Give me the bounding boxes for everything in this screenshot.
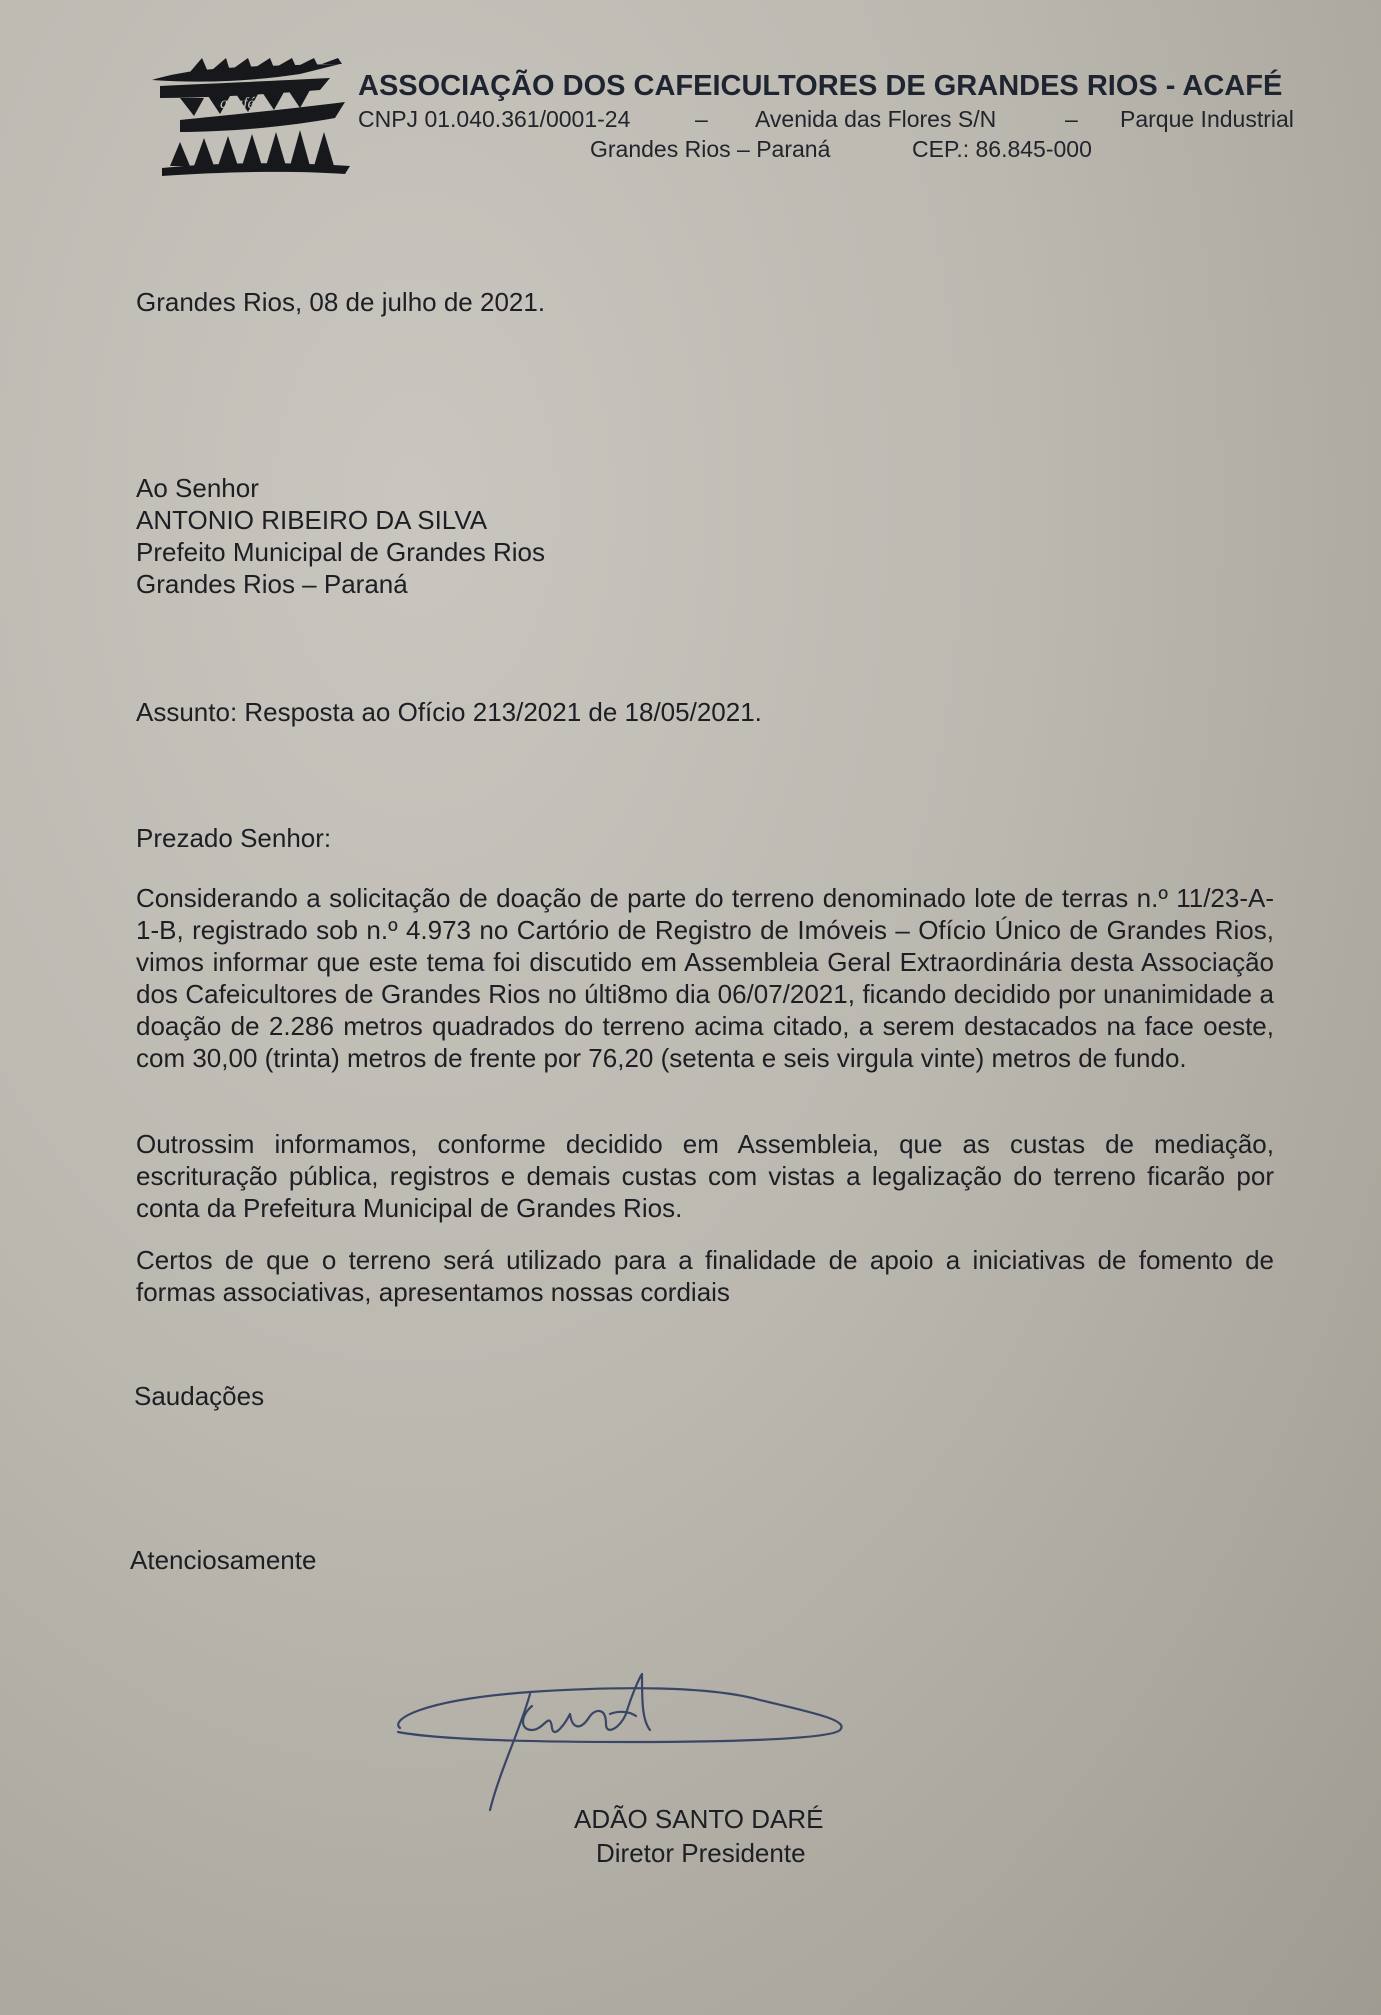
separator-dash-1: – bbox=[695, 106, 708, 132]
body-paragraph-1: Considerando a solicitação de doação de parte do terreno denominado lote de terras n.º 11/23-A-1-B, registrado sob n.º 4.973 no Cartório de Registro de Imóveis – Ofício Único de Grandes Rios, vimos informar que este tema foi discutido em Assembleia Geral Extraordinária desta Associação dos Cafeicultores de Grandes Rios no últi8mo dia 06/07/2021, ficando decidido por unanimidade a doação de 2.286 metros quadrados do terreno acima citado, a serem destacados na face oeste, com 30,00 (trinta) metros de frente por 76,20 (setenta e seis virgula vinte) metros de fundo. bbox=[136, 883, 1274, 1073]
logo-text: acafé bbox=[220, 95, 255, 112]
letterhead bbox=[150, 58, 1310, 188]
district-text: Parque Industrial bbox=[1120, 106, 1294, 132]
greeting: Prezado Senhor: bbox=[136, 823, 332, 853]
recipient-name: ANTONIO RIBEIRO DA SILVA bbox=[136, 505, 488, 535]
cnpj-text: CNPJ 01.040.361/0001-24 bbox=[358, 106, 631, 132]
recipient-salutation: Ao Senhor bbox=[136, 473, 259, 503]
closing-regards: Atenciosamente bbox=[130, 1545, 317, 1575]
organization-name: ASSOCIAÇÃO DOS CAFEICULTORES DE GRANDES RIOS - ACAFÉ bbox=[358, 70, 1283, 102]
date-line: Grandes Rios, 08 de julho de 2021. bbox=[136, 287, 546, 317]
recipient-title: Prefeito Municipal de Grandes Rios bbox=[136, 537, 545, 567]
acafe-logo-icon bbox=[150, 58, 355, 178]
signer-role: Diretor Presidente bbox=[596, 1838, 806, 1868]
cep-text: CEP.: 86.845-000 bbox=[912, 136, 1092, 162]
recipient-location: Grandes Rios – Paraná bbox=[136, 569, 408, 599]
city-text: Grandes Rios – Paraná bbox=[590, 136, 831, 162]
body-paragraph-2: Outrossim informamos, conforme decidido em Assembleia, que as custas de mediação, escrituração pública, registros e demais custas com vistas a legalização do terreno ficarão por conta da Prefeitura Municipal de Grandes Rios. bbox=[136, 1129, 1274, 1223]
address-text: Avenida das Flores S/N bbox=[755, 106, 997, 132]
separator-dash-2: – bbox=[1065, 106, 1078, 132]
signer-name: ADÃO SANTO DARÉ bbox=[574, 1804, 824, 1834]
body-paragraph-3: Certos de que o terreno será utilizado para a finalidade de apoio a iniciativas de fomento de formas associativas, apresentamos nossas cordiais bbox=[136, 1245, 1274, 1307]
closing-greetings: Saudações bbox=[134, 1381, 265, 1411]
subject-line: Assunto: Resposta ao Ofício 213/2021 de 18/05/2021. bbox=[136, 697, 762, 727]
